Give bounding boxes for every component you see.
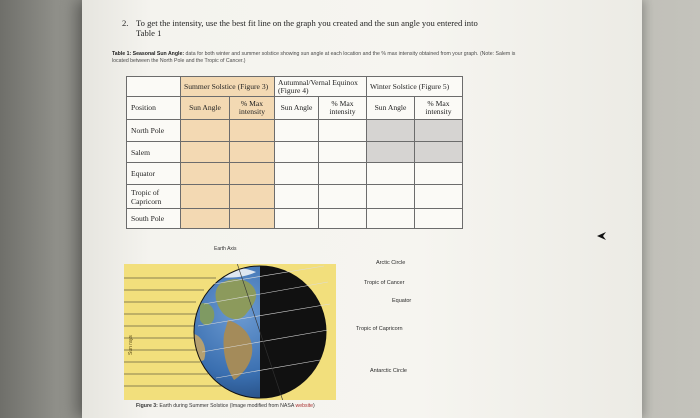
table-cell[interactable] (367, 163, 415, 185)
table-cell[interactable] (319, 185, 367, 209)
table-cell[interactable] (230, 142, 275, 163)
row-label-equator: Equator (127, 163, 181, 185)
figure-caption-text: Earth during Summer Solstice (Image modified from NASA (159, 403, 294, 409)
table-cell[interactable] (415, 209, 463, 229)
question-number: 2. (122, 18, 129, 28)
group-winter-solstice: Winter Solstice (Figure 5) (367, 77, 463, 97)
subheader-sun-angle: Sun Angle (367, 97, 415, 120)
row-label-tropic-of-capricorn: Tropic of Capricorn (127, 185, 181, 209)
table-caption-label: Table 1: (112, 51, 132, 57)
table-cell[interactable] (319, 142, 367, 163)
figure-caption-prefix: Figure 3: (136, 403, 158, 409)
question-text: To get the intensity, use the best fit line on the graph you created and the sun angle you entered into Table 1 (136, 18, 478, 38)
table-cell[interactable] (230, 209, 275, 229)
table-row (127, 185, 463, 209)
cursor-arrow-icon (597, 228, 607, 246)
subheader-max-intensity: % Max intensity (319, 97, 367, 120)
table-cell[interactable] (230, 163, 275, 185)
earth-axis-label: Earth Axis (214, 246, 237, 252)
table-cell[interactable] (319, 163, 367, 185)
subheader-max-intensity: % Max intensity (230, 97, 275, 120)
sun-rays-label: Sun rays (128, 335, 134, 355)
table-cell[interactable] (275, 163, 319, 185)
label-tropic-of-cancer: Tropic of Cancer (364, 280, 405, 286)
table-cell[interactable] (230, 185, 275, 209)
figure-caption-link[interactable]: website (295, 403, 314, 409)
table-cell[interactable] (415, 163, 463, 185)
figure-caption (136, 403, 315, 409)
subheader-sun-angle: Sun Angle (275, 97, 319, 120)
table-caption (112, 51, 532, 65)
table-cell[interactable] (275, 209, 319, 229)
table-cell[interactable] (275, 142, 319, 163)
table-cell[interactable] (230, 120, 275, 142)
subheader-max-intensity: % Max intensity (415, 97, 463, 120)
label-tropic-of-capricorn: Tropic of Capricorn (356, 326, 403, 332)
group-summer-solstice: Summer Solstice (Figure 3) (181, 77, 275, 97)
subheader-sun-angle: Sun Angle (181, 97, 230, 120)
table-row (127, 209, 463, 229)
table-caption-title: Seasonal Sun Angle: (132, 51, 185, 57)
row-label-south-pole: South Pole (127, 209, 181, 229)
row-label-salem: Salem (127, 142, 181, 163)
table-row (127, 120, 463, 142)
figure-caption-end: ) (313, 403, 315, 409)
table-cell[interactable] (319, 120, 367, 142)
row-label-north-pole: North Pole (127, 120, 181, 142)
table-cell[interactable] (415, 142, 463, 163)
table-corner (127, 77, 181, 97)
table-cell[interactable] (415, 185, 463, 209)
label-equator: Equator (392, 298, 412, 304)
table-row (127, 163, 463, 185)
table-cell[interactable] (367, 209, 415, 229)
table-cell[interactable] (275, 185, 319, 209)
position-header: Position (127, 97, 181, 120)
seasonal-sun-angle-table (126, 76, 463, 229)
table-cell[interactable] (367, 120, 415, 142)
table-row (127, 142, 463, 163)
earth-illustration (124, 264, 336, 400)
table-cell[interactable] (181, 142, 230, 163)
group-equinox: Autumnal/Vernal Equinox (Figure 4) (275, 77, 367, 97)
table-cell[interactable] (181, 209, 230, 229)
earth-solstice-figure (124, 264, 336, 400)
table-cell[interactable] (181, 120, 230, 142)
label-antarctic-circle: Antarctic Circle (370, 368, 407, 374)
table-cell[interactable] (181, 185, 230, 209)
table-cell[interactable] (275, 120, 319, 142)
label-arctic-circle: Arctic Circle (376, 260, 406, 266)
table-cell[interactable] (367, 142, 415, 163)
table-caption-text: data for both winter and summer solstice showing sun angle at each location and the % max intensity obtained from your graph. (Note: Salem is located between the North Pole and the Tropic of Cancer.) (112, 51, 516, 64)
table-cell[interactable] (367, 185, 415, 209)
table-cell[interactable] (319, 209, 367, 229)
table-cell[interactable] (181, 163, 230, 185)
table-cell[interactable] (415, 120, 463, 142)
